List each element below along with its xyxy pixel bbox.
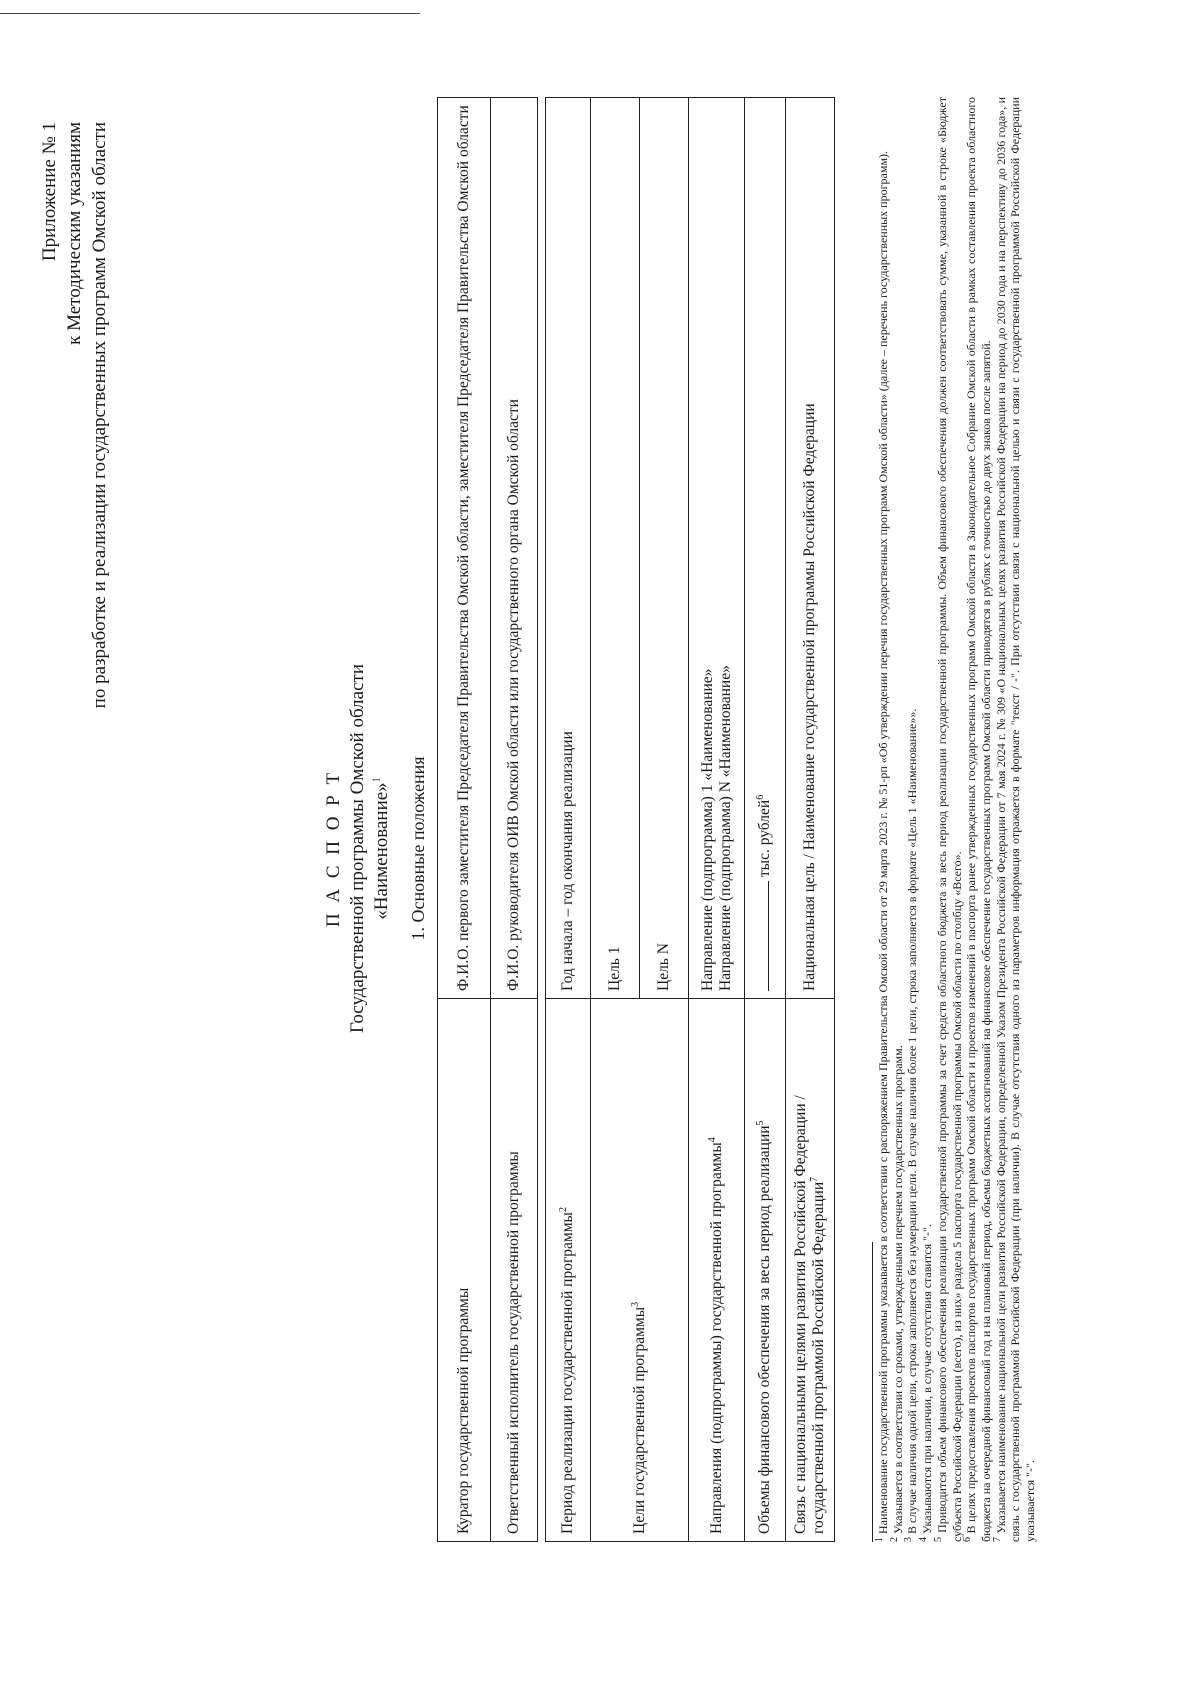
value-goal-n: Цель N xyxy=(640,98,689,999)
value-finance: тыс. рублей$^6$ xyxy=(745,98,786,999)
footnote-item: $^3$ В случае наличия одной цели, строка заполняется без нумерации цели. В случае наличия более 1 цели, строка заполняется в формате «Цель 1 «Наименование»». xyxy=(903,708,920,1542)
value-directions xyxy=(689,98,745,999)
table-row xyxy=(591,98,640,1542)
footnote-item: $^5$ Приводится объем финансового обеспечения реализации государственной программы за счет средств областного бюджета за весь период реализации государственной программы. Объем финансового обеспечения должен соответствовать сумме, указанной в строке «Бюджет субъекта Российской Федерации (всего), из них» раздела 5 паспорта государственной программы Омской области по столбцу «Всего». xyxy=(932,96,964,1542)
section-heading: 1. Основные положения xyxy=(408,756,428,941)
appendix-number: Приложение № 1 xyxy=(39,122,60,262)
footnote-item: $^2$ Указывается в соответствии со сроками, утвержденными перечнем государственных программ. xyxy=(888,1045,905,1542)
value-goal-1: Цель 1 xyxy=(591,98,640,999)
document-title xyxy=(322,0,394,1697)
table-row xyxy=(786,98,835,1542)
label-national-goals: Связь с национальными целями развития Российской Федерации / государственной программой Российской Федерации$^7$ xyxy=(786,999,835,1542)
amount-blank xyxy=(768,881,769,991)
label-period: Период реализации государственной программы$^2$ xyxy=(546,999,591,1542)
footnote-ref: 1 xyxy=(371,777,383,783)
value-curator: Ф.И.О. первого заместителя Председателя Правительства Омской области, заместителя Председателя Правительства Омской области xyxy=(438,98,491,999)
label-executor: Ответственный исполнитель государственной программы xyxy=(491,999,538,1542)
value-executor: Ф.И.О. руководителя ОИВ Омской области или государственного органа Омской области xyxy=(491,98,538,999)
footnote-separator xyxy=(872,1242,873,1542)
value-direction-1: Направление (подпрограмма) 1 «Наименование» xyxy=(698,668,716,991)
footnote-ref: 5 xyxy=(754,1120,766,1126)
passport-table-responsible xyxy=(437,97,538,1542)
table-row xyxy=(438,98,491,1542)
table-row xyxy=(689,98,745,1542)
value-national-goals: Национальная цель / Наименование государственной программы Российской Федерации xyxy=(786,98,835,999)
value-direction-n: Направление (подпрограмма) N «Наименование» xyxy=(716,665,734,991)
footnote-ref: 6 xyxy=(754,794,766,800)
label-directions: Направления (подпрограммы) государственной программы$^4$ xyxy=(689,999,745,1542)
footnote-ref: 2 xyxy=(557,1207,569,1213)
footnote-ref: 3 xyxy=(629,1301,641,1307)
passport-table-main xyxy=(545,97,835,1542)
appendix-reference: к Методическим указаниям xyxy=(64,122,85,345)
title-program: Государственной программы Омской области xyxy=(347,664,368,1033)
footnote-item: $^4$ Указываются при наличии, в случае отсутствия ставится "-". xyxy=(918,1224,935,1542)
label-finance: Объемы финансового обеспечения за весь период реализации$^5$ xyxy=(745,999,786,1542)
title-name: «Наименование»$^1$ xyxy=(371,777,392,920)
table-row xyxy=(491,98,538,1542)
footnote-item: $^7$ Указывается наименование национальной цели развития Российской Федерации, определенной Указом Президента Российской Федерации от 7 мая 2024 г. № 309 «О национальных целях развития Российской Федерации на период до 2030 года и на перспективу до 2036 года», и связь с государственной программой Российской Федерации (при наличии). В случае отсутствия одного из параметров информация отражается в формате "текст / -". При отсутствии связи с национальной целью и связи с государственной программой Российской Федерации указывается "-". xyxy=(991,97,1038,1542)
label-curator: Куратор государственной программы xyxy=(438,999,491,1542)
value-period: Год начала – год окончания реализации xyxy=(546,98,591,999)
appendix-header xyxy=(37,122,112,708)
footnote-ref: 7 xyxy=(808,1176,820,1182)
footnote-item: $^1$ Наименование государственной программы указывается в соответствии с распоряжением Правительства Омской области от 29 марта 2023 г. № 51-рп «Об утверждении перечня государственных программ Омской области» (далее – перечень государственных программ). xyxy=(874,150,890,1542)
footnote-ref: 4 xyxy=(706,1137,718,1143)
appendix-subject: по разработке и реализации государственных программ Омской области xyxy=(89,122,110,709)
table-row xyxy=(745,98,786,1542)
label-goals: Цели государственной программы$^3$ xyxy=(591,999,689,1542)
footnotes xyxy=(876,97,1038,1542)
title-passport: П А С П О Р Т xyxy=(323,769,344,928)
table-row xyxy=(546,98,591,1542)
footnote-item: $^6$ В целях предоставления проектов паспортов государственных программ Омской области и проектов изменений в паспорта ранее утвержденных государственных программ Омской области в Законодательное Собрание Омской области в рамках составления проекта областного бюджета на очередной финансовый год и на плановый период, объемы бюджетных ассигнований на финансовое обеспечение государственных программ Омской области приводятся в рублях с точностью до двух знаков после запятой. xyxy=(962,96,993,1542)
